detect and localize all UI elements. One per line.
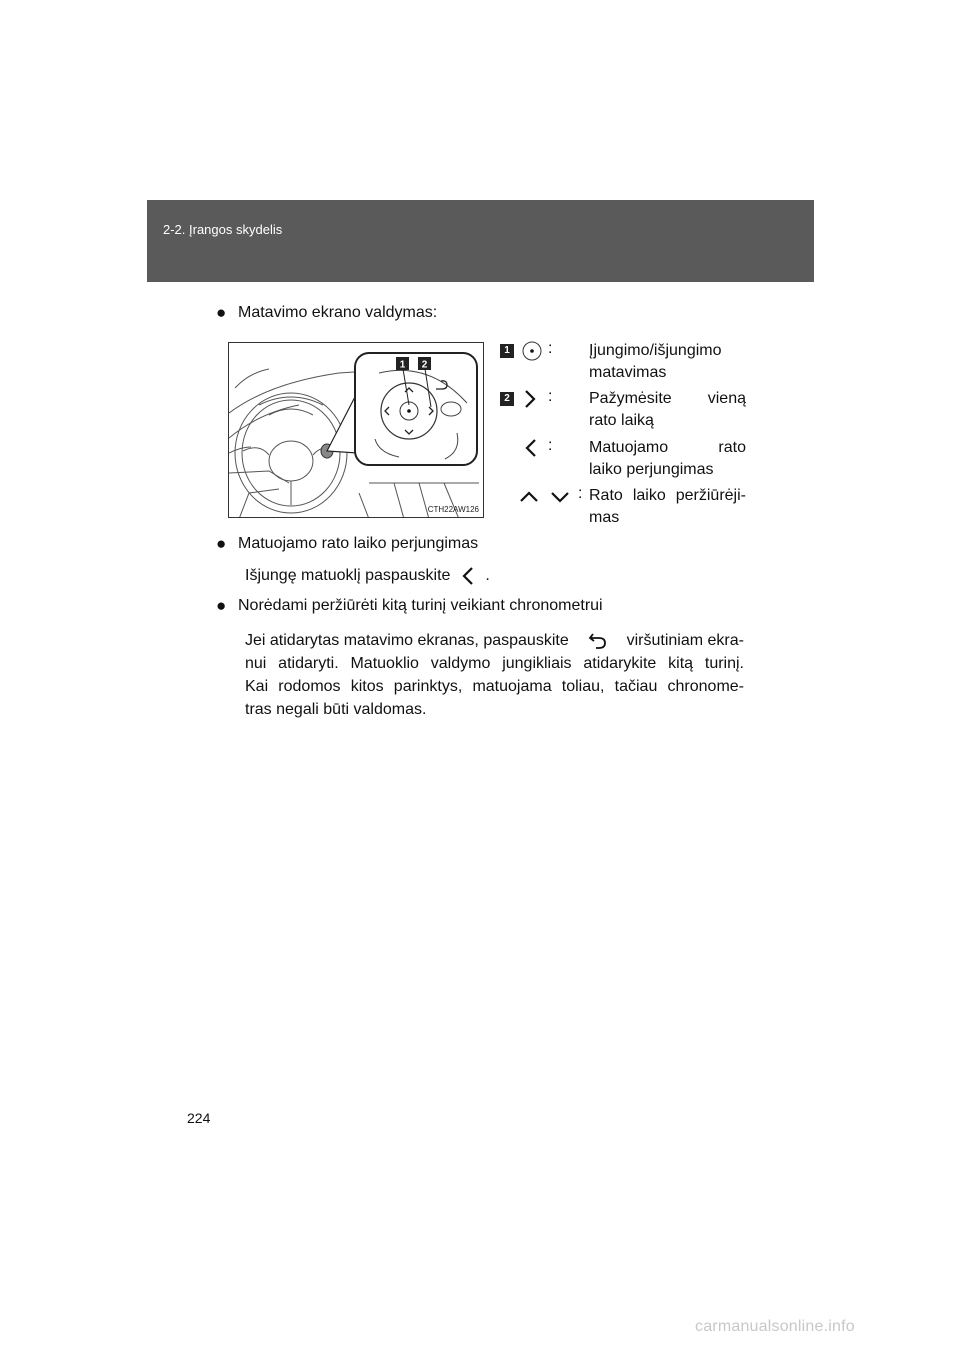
- legend-colon: :: [578, 485, 583, 502]
- figure-badge-1: 1: [399, 359, 406, 371]
- view-paragraph: [245, 629, 744, 721]
- center-dot-icon: [520, 340, 544, 362]
- chevron-left-icon: [522, 437, 542, 461]
- legend-colon: :: [548, 388, 553, 405]
- legend-desc-line: mas: [589, 509, 620, 526]
- chevron-left-icon: [455, 566, 481, 586]
- view-line-1: [245, 629, 744, 652]
- legend-desc-4: [589, 485, 746, 529]
- return-arrow-icon: [587, 631, 609, 651]
- figure-code: CTH22AW126: [427, 505, 479, 514]
- bullet-dot: ●: [216, 303, 227, 322]
- view-text-5: tras negali būti valdomas.: [245, 701, 427, 718]
- section-title: 2-2. Įrangos skydelis: [163, 222, 283, 237]
- legend-badge-2: 2: [500, 392, 514, 406]
- legend-desc-3: [589, 437, 746, 481]
- section-header: [147, 200, 814, 282]
- view-text-4: Kai rodomos kitos parinktys, matuojama toliau, tačiau chronome-: [245, 678, 744, 695]
- view-text-3: nui atidaryti. Matuoklio valdymo jungikliais atidarykite kitą turinį.: [245, 655, 744, 672]
- legend-colon: :: [548, 437, 553, 454]
- control-title-text: Matavimo ekrano valdymas:: [238, 304, 438, 321]
- bullet-control-title: [216, 303, 438, 322]
- watermark: carmanualsonline.info: [695, 1318, 855, 1335]
- bullet-dot: ●: [216, 596, 227, 615]
- legend-badge-1: 1: [500, 344, 514, 358]
- legend-desc-2: [589, 388, 746, 432]
- lap-title-text: Matuojamo rato laiko perjungimas: [238, 535, 479, 552]
- view-text-2: viršutiniam ekra-: [626, 632, 744, 649]
- legend-desc-line: Rato laiko peržiūrėji-: [589, 487, 746, 504]
- legend-desc-1: [589, 340, 746, 384]
- legend-desc-line: laiko perjungimas: [589, 461, 714, 478]
- legend-desc-line: matavimas: [589, 364, 667, 381]
- figure-badge-2: 2: [421, 359, 428, 371]
- lap-text-end: .: [485, 567, 490, 584]
- chevron-up-down-icon: [518, 487, 578, 507]
- bullet-lap-title: [216, 534, 479, 553]
- steering-wheel-drawing: [229, 343, 484, 518]
- view-title-text: Norėdami peržiūrėti kitą turinį veikiant chronometrui: [238, 597, 603, 614]
- legend-desc-line: Matuojamo rato: [589, 439, 746, 456]
- lap-text: Išjungę matuoklį paspauskite: [245, 567, 451, 584]
- legend-desc-line: Pažymėsite vieną: [589, 390, 746, 407]
- lap-paragraph: [245, 564, 744, 587]
- legend-colon: :: [548, 340, 553, 357]
- bullet-dot: ●: [216, 534, 227, 553]
- page-number: 224: [187, 1110, 211, 1126]
- legend-desc-line: rato laiką: [589, 412, 654, 429]
- bullet-view-title: [216, 596, 603, 615]
- view-text-1: Jei atidarytas matavimo ekranas, paspauskite: [245, 632, 569, 649]
- chevron-right-icon: [520, 388, 540, 412]
- steering-wheel-illustration: [228, 342, 484, 518]
- legend-desc-line: Įjungimo/išjungimo: [589, 342, 722, 359]
